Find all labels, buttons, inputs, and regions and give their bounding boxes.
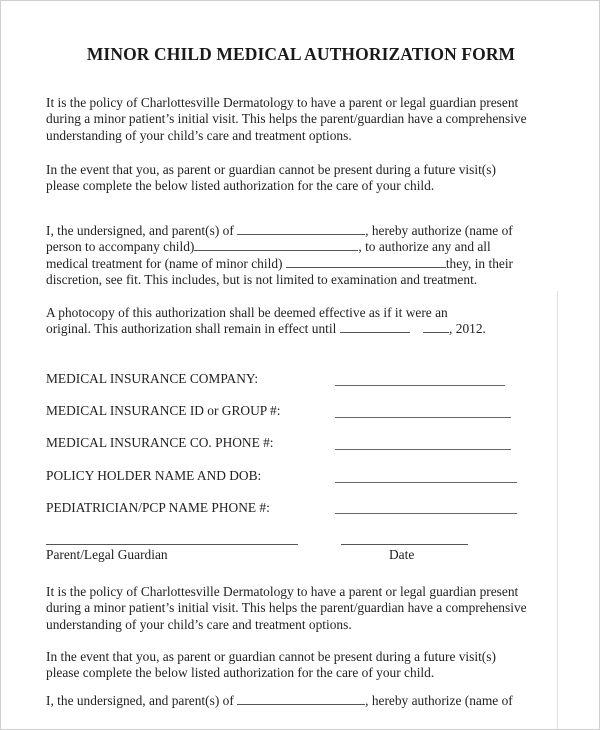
form-title: MINOR CHILD MEDICAL AUTHORIZATION FORM: [86, 44, 516, 64]
minor-child-name-blank[interactable]: [286, 256, 446, 268]
pediatrician-field[interactable]: [335, 513, 517, 514]
date-field[interactable]: [341, 544, 468, 545]
intro-paragraph: [46, 95, 566, 144]
insurance-id-label: MEDICAL INSURANCE ID or GROUP #:: [46, 403, 281, 418]
authorization-paragraph: [46, 223, 566, 288]
event-line: please complete the below listed authorization for the care of your child.: [46, 178, 435, 194]
expiry-day-blank[interactable]: [423, 321, 449, 333]
event-line: In the event that you, as parent or guardian cannot be present during a future visit(s): [46, 649, 496, 664]
policy-holder-label: POLICY HOLDER NAME AND DOB:: [46, 468, 262, 483]
auth-text: I, the undersigned, and parent(s) of: [46, 693, 238, 708]
insurance-company-label: MEDICAL INSURANCE COMPANY:: [46, 371, 259, 386]
intro-line: understanding of your child’s care and treatment options.: [46, 127, 352, 143]
event-line: please complete the below listed authorization for the care of your child.: [46, 665, 435, 681]
intro-line: during a minor patient’s initial visit. This helps the parent/guardian have a comprehensive: [46, 111, 527, 127]
insurance-company-field[interactable]: [335, 385, 505, 386]
insurance-id-field[interactable]: [335, 417, 511, 418]
intro-line: It is the policy of Charlottesville Dermatology to have a parent or legal guardian present: [46, 95, 519, 110]
repeat-authorization-paragraph: [46, 693, 566, 709]
guardian-signature-field[interactable]: [46, 544, 298, 545]
photocopy-line: , 2012.: [449, 321, 486, 337]
expiry-month-blank[interactable]: [340, 321, 410, 333]
photocopy-paragraph: [46, 305, 566, 338]
repeat-intro-paragraph: [46, 584, 566, 633]
insurance-phone-label: MEDICAL INSURANCE CO. PHONE #:: [46, 435, 274, 450]
intro-line: understanding of your child’s care and treatment options.: [46, 616, 352, 632]
photocopy-line: original. This authorization shall remain in effect until: [46, 321, 340, 337]
auth-text: discretion, see fit. This includes, but is not limited to examination and treatment.: [46, 271, 478, 287]
event-paragraph: [46, 162, 566, 195]
auth-text: they, in their: [445, 255, 514, 271]
parent-name-blank[interactable]: [237, 223, 365, 235]
insurance-phone-field[interactable]: [335, 449, 511, 450]
intro-line: during a minor patient’s initial visit. This helps the parent/guardian have a comprehensive: [46, 600, 527, 616]
photocopy-line: A photocopy of this authorization shall be deemed effective as if it were an: [46, 305, 448, 320]
auth-text: , hereby authorize (name of: [365, 223, 513, 238]
intro-line: It is the policy of Charlottesville Dermatology to have a parent or legal guardian present: [46, 584, 519, 599]
pediatrician-label: PEDIATRICIAN/PCP NAME PHONE #:: [46, 500, 270, 515]
auth-text: person to accompany child): [46, 239, 195, 255]
auth-text: I, the undersigned, and parent(s) of: [46, 223, 238, 238]
auth-text: , hereby authorize (name of: [365, 693, 513, 708]
repeat-event-paragraph: [46, 649, 566, 682]
repeat-parent-name-blank[interactable]: [237, 693, 365, 705]
policy-holder-field[interactable]: [335, 482, 517, 483]
date-label: Date: [389, 547, 415, 562]
guardian-signature-label: Parent/Legal Guardian: [46, 547, 168, 562]
event-line: In the event that you, as parent or guardian cannot be present during a future visit(s): [46, 162, 496, 177]
auth-text: , to authorize any and all: [358, 239, 491, 255]
auth-text: medical treatment for (name of minor child): [46, 255, 286, 271]
accompanying-person-blank[interactable]: [194, 239, 358, 251]
